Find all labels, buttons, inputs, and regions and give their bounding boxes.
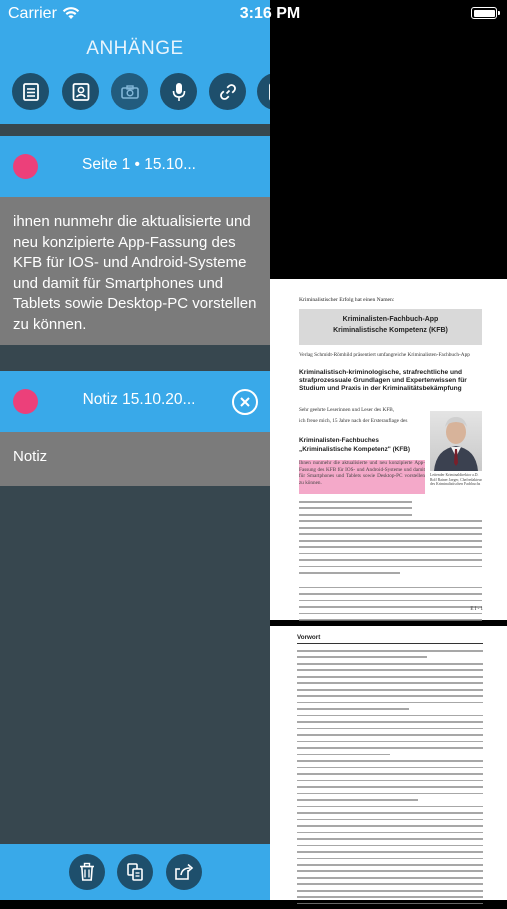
wifi-icon [62, 6, 80, 25]
page-since: ich freue mich, 15 Jahre nach der Ersterauflage des [299, 418, 408, 424]
document-icon [21, 82, 41, 102]
page-headline: Kriminalisten-Fachbuch-App [342, 316, 439, 323]
attachment-body[interactable]: ihnen nunmehr die aktualisierte und neu konzipierte App-Fassung des KFB für IOS- und Android-Systeme und damit für Smartphones und Tablets sowie Desktop-PC vorstellen zu können. [0, 197, 270, 345]
page-intro: Kriminalistischer Erfolg hat einen Namen: [299, 297, 395, 303]
bottom-toolbar [0, 844, 270, 900]
microphone-button[interactable] [160, 73, 197, 110]
attachment-title: Notiz 15.10.20... [82, 391, 196, 408]
page-body-text [297, 650, 483, 909]
document-page [270, 626, 507, 900]
attachment-title: Seite 1 • 15.10... [81, 156, 196, 173]
delete-button[interactable] [69, 854, 105, 890]
status-time: 3:16 PM [239, 5, 301, 22]
attachment-body[interactable]: Notiz [0, 432, 270, 486]
page-headline: Kriminalistische Kompetenz (KFB) [333, 327, 448, 334]
contact-card-icon [71, 82, 91, 102]
camera-button[interactable] [111, 73, 148, 110]
share-button[interactable] [166, 854, 202, 890]
page-book-title: Kriminalisten-Fachbuches [299, 437, 379, 444]
document-button[interactable] [12, 73, 49, 110]
attachment-header[interactable] [0, 136, 270, 197]
page-headline-box [299, 309, 482, 345]
document-preview[interactable] [239, 0, 507, 900]
attachment-color-dot [13, 389, 38, 414]
contact-card-button[interactable] [62, 73, 99, 110]
author-photo [430, 411, 482, 471]
battery-icon [471, 7, 497, 19]
page-number: E I - 1 [470, 607, 483, 612]
page-book-title: „Kriminalistische Kompetenz" (KFB) [299, 446, 410, 453]
remove-attachment-button[interactable] [232, 389, 258, 415]
microphone-icon [169, 81, 189, 103]
carrier-label: Carrier [8, 5, 57, 22]
close-icon [239, 396, 251, 408]
trash-icon [78, 862, 96, 882]
page-subheadline: Kriminalistisch-kriminologische, strafrechtliche und strafprozessuale Grundlagen und Expertenwissen für Studium und Praxis in der Kriminalitätsbekämpfung [299, 369, 467, 393]
highlighted-text: Ihnen nunmehr die aktualisierte und neu konzipierte App-Fassung des KFB für IOS- und Android-Systeme und damit für Smartphones und Tablets sowie Desktop-PC vorstellen zu können. [299, 460, 425, 486]
page-publisher: Verlag Schmidt-Römhild präsentiert umfangreiche Kriminalisten-Fachbuch-App [299, 352, 470, 358]
photo-caption: Leitender Kriminaldirektor a.D. Rolf Rainer Jaeger, Chefredakteur des Kriminalistischen Fachbuchs [430, 473, 482, 487]
copy-button[interactable] [117, 854, 153, 890]
document-page [270, 279, 507, 620]
share-icon [173, 862, 195, 882]
page-divider [297, 643, 483, 644]
page-body-text [299, 501, 482, 632]
copy-icon [125, 862, 145, 882]
attachment-color-dot [13, 154, 38, 179]
link-button[interactable] [209, 73, 246, 110]
attachment-header[interactable] [0, 371, 270, 432]
page-section-title: Vorwort [297, 634, 321, 641]
page-greeting: Sehr geehrte Leserinnen und Leser des KFB, [299, 407, 395, 413]
page-title: ANHÄNGE [86, 38, 184, 59]
camera-icon [120, 82, 140, 102]
link-icon [218, 82, 238, 102]
